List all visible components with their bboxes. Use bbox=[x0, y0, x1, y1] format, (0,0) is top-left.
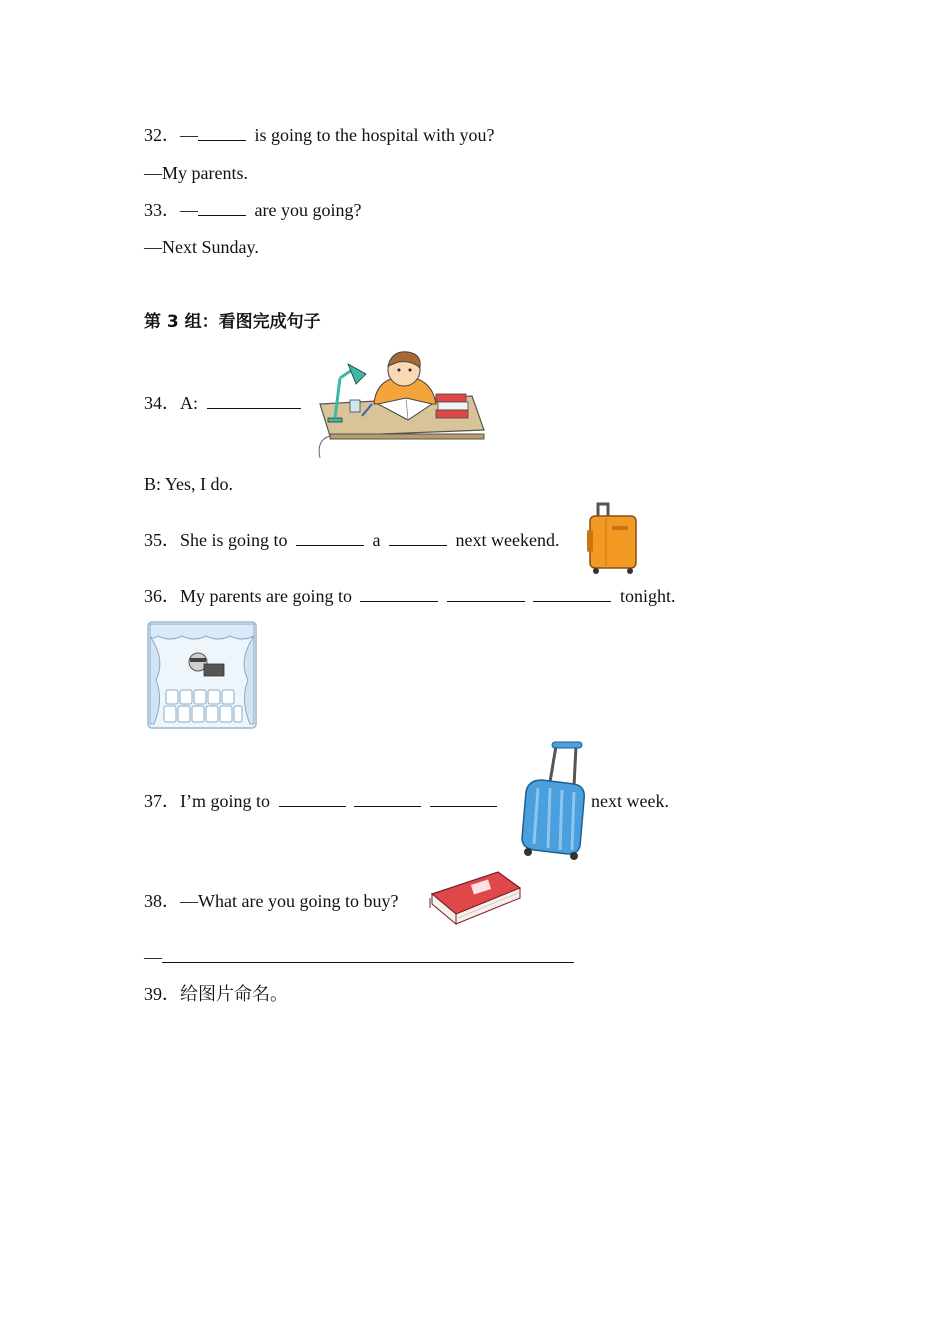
answer-38-line bbox=[144, 946, 574, 968]
question-39 bbox=[144, 983, 288, 1005]
blue-suitcase-picture bbox=[516, 740, 588, 860]
question-number: 34． bbox=[144, 393, 180, 413]
dash: — bbox=[144, 947, 162, 967]
answer-32: —My parents. bbox=[144, 163, 248, 183]
question-text: 给图片命名。 bbox=[180, 984, 288, 1004]
answer-blank-3[interactable] bbox=[430, 790, 497, 807]
question-37 bbox=[144, 790, 669, 812]
answer-blank-1[interactable] bbox=[360, 585, 438, 602]
orange-suitcase-picture bbox=[584, 500, 640, 576]
question-number: 35． bbox=[144, 530, 180, 550]
question-33 bbox=[144, 199, 361, 221]
cinema-picture bbox=[146, 620, 258, 730]
question-number: 38． bbox=[144, 891, 180, 911]
answer-blank[interactable] bbox=[198, 124, 246, 141]
question-38 bbox=[144, 890, 398, 912]
answer-blank[interactable] bbox=[162, 946, 574, 963]
dash: — bbox=[180, 200, 198, 220]
answer-blank[interactable] bbox=[198, 199, 246, 216]
answer-blank-2[interactable] bbox=[389, 529, 447, 546]
question-text: are you going? bbox=[254, 200, 362, 220]
answer-blank-1[interactable] bbox=[296, 529, 364, 546]
answer-33: —Next Sunday. bbox=[144, 237, 259, 257]
answer-blank-2[interactable] bbox=[354, 790, 421, 807]
dash: — bbox=[180, 125, 198, 145]
text-before: I’m going to bbox=[180, 791, 270, 811]
question-36 bbox=[144, 585, 675, 607]
answer-blank-3[interactable] bbox=[533, 585, 611, 602]
question-number: 37． bbox=[144, 791, 180, 811]
boy-studying-picture bbox=[312, 348, 490, 460]
question-number: 32． bbox=[144, 125, 180, 145]
question-number: 36． bbox=[144, 586, 180, 606]
label-a: A: bbox=[180, 393, 198, 413]
text-after: next week. bbox=[591, 791, 669, 811]
answer-34: B: Yes, I do. bbox=[144, 474, 234, 494]
question-32 bbox=[144, 124, 495, 146]
text-after: next weekend. bbox=[455, 530, 560, 550]
question-number: 33． bbox=[144, 200, 180, 220]
text-after: tonight. bbox=[619, 586, 676, 606]
answer-blank-2[interactable] bbox=[447, 585, 525, 602]
question-35 bbox=[144, 529, 559, 551]
question-text: —What are you going to buy? bbox=[180, 891, 399, 911]
text-mid: a bbox=[372, 530, 381, 550]
question-34 bbox=[144, 392, 301, 414]
answer-blank-1[interactable] bbox=[279, 790, 346, 807]
section-heading: 第 3 组：看图完成句子 bbox=[144, 312, 321, 332]
answer-blank[interactable] bbox=[207, 392, 301, 409]
question-text: is going to the hospital with you? bbox=[254, 125, 495, 145]
question-number: 39． bbox=[144, 984, 180, 1004]
red-book-picture bbox=[428, 868, 524, 930]
text-before: My parents are going to bbox=[180, 586, 352, 606]
text-before: She is going to bbox=[180, 530, 288, 550]
